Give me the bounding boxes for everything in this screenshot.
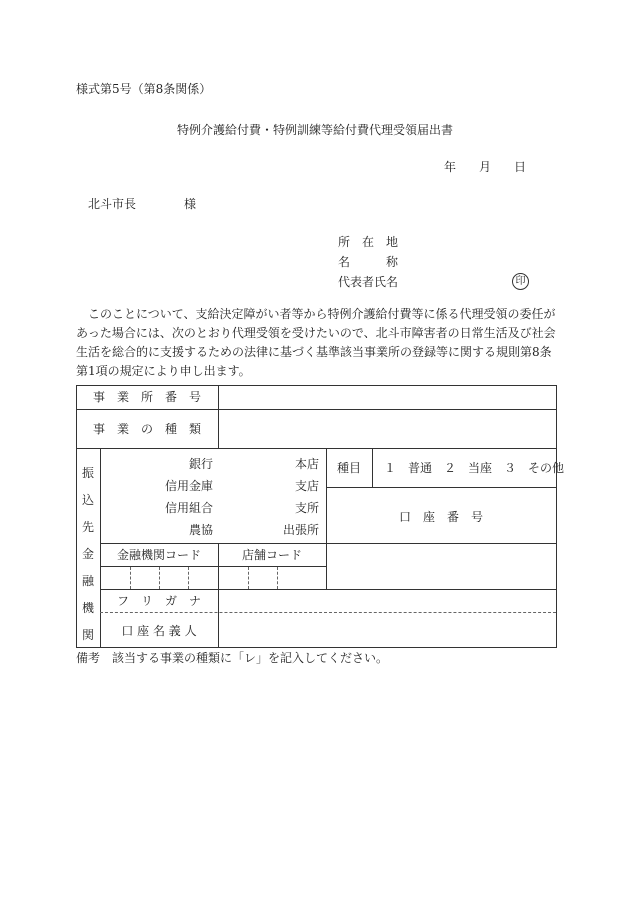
body-line: 生活を総合的に支援するための法律に基づく基準該当事業所の登録等に関する規則第8条 xyxy=(76,345,552,359)
account-number-label: 口 座 番 号 xyxy=(398,510,483,524)
name-label: 名 称 xyxy=(338,255,399,269)
bank-type-option: 銀行 xyxy=(188,457,213,471)
code-box-divider xyxy=(188,567,189,589)
bank-code-label: 金融機関コード xyxy=(116,548,201,562)
body-line: 第1項の規定により申し出ます。 xyxy=(76,364,251,378)
bank-section-label xyxy=(76,460,100,649)
bank-section-char: 金 xyxy=(81,547,94,561)
table-rule xyxy=(372,448,373,488)
address-label: 所 在 地 xyxy=(338,235,399,249)
bank-section-char: 込 xyxy=(81,493,94,507)
account-type-options: １ 普通 ２ 当座 ３ その他 xyxy=(384,461,565,475)
table-border xyxy=(76,385,556,386)
branch-type-option: 支所 xyxy=(294,501,319,515)
bank-section-char: 先 xyxy=(81,520,94,534)
table-border xyxy=(76,647,556,648)
bank-type-option: 農協 xyxy=(188,523,213,537)
table-rule xyxy=(326,487,556,488)
table-dashed-rule xyxy=(100,612,556,613)
addressee-name: 北斗市長 xyxy=(88,197,137,211)
code-box-divider xyxy=(130,567,131,589)
body-line: このことについて、支給決定障がい者等から特例介護給付費等に係る代理受領の委任が xyxy=(76,307,556,321)
service-type-label: 事 業 の 種 類 xyxy=(92,422,201,436)
branch-type-option: 支店 xyxy=(294,479,319,493)
form-title: 特例介護給付費・特例訓練等給付費代理受領届出書 xyxy=(176,123,453,137)
office-number-label: 事 業 所 番 号 xyxy=(92,390,201,404)
addressee-honorific: 様 xyxy=(184,197,197,211)
bank-section-char: 融 xyxy=(81,574,94,588)
bank-section-char: 振 xyxy=(81,466,94,480)
date-year: 年 xyxy=(444,160,457,174)
table-rule xyxy=(76,448,556,449)
body-line: あった場合には、次のとおり代理受領を受けたいので、北斗市障害者の日常生活及び社会 xyxy=(76,326,556,340)
branch-type-option: 本店 xyxy=(294,457,319,471)
table-rule xyxy=(76,409,556,410)
bank-section-char: 機 xyxy=(81,601,94,615)
date-day: 日 xyxy=(514,160,527,174)
bank-section-char: 関 xyxy=(81,628,94,642)
body-paragraph xyxy=(76,305,556,381)
bank-type-option: 信用組合 xyxy=(164,501,213,515)
table-rule xyxy=(100,589,556,590)
branch-type-option: 出張所 xyxy=(282,523,319,537)
code-box-divider xyxy=(277,567,278,589)
account-type-label: 種目 xyxy=(336,461,361,475)
seal-mark-icon: 印 xyxy=(512,273,529,290)
remarks-note: 備考 該当する事業の種類に「レ」を記入してください。 xyxy=(76,651,389,665)
table-rule xyxy=(218,385,219,449)
branch-code-label: 店舗コード xyxy=(241,548,302,562)
code-box-divider xyxy=(159,567,160,589)
code-box-divider xyxy=(248,567,249,589)
furigana-label: フ リ ガ ナ xyxy=(116,594,201,608)
representative-label: 代表者氏名 xyxy=(338,275,399,289)
table-border xyxy=(556,385,557,648)
table-rule xyxy=(100,566,326,567)
bank-type-option: 信用金庫 xyxy=(164,479,213,493)
date-month: 月 xyxy=(479,160,492,174)
table-rule xyxy=(100,543,556,544)
form-number: 様式第5号（第8条関係） xyxy=(76,82,212,96)
account-holder-label: 口 座 名 義 人 xyxy=(121,624,197,638)
